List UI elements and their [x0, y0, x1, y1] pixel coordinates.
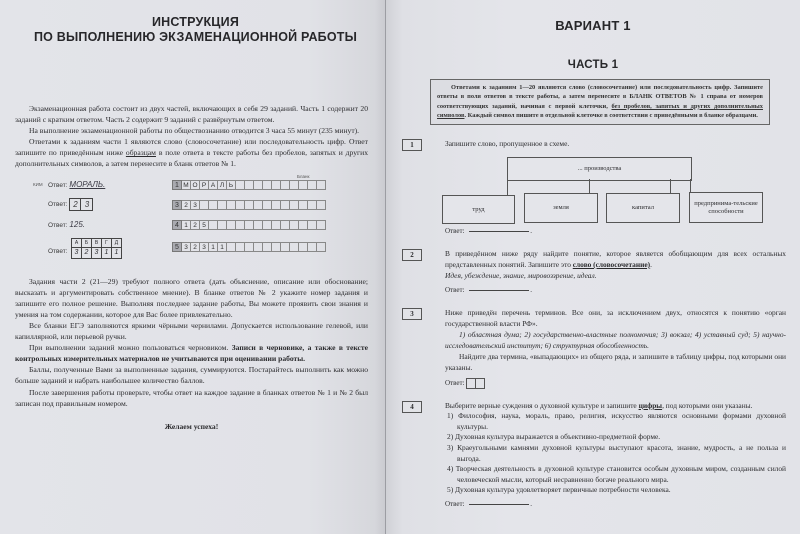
text: Ответами к заданиям 1—20 являются слово (словосочетание) или последовательность цифр. Запишите ответы в поля ответов в тексте работы, а затем перенесите в БЛАНК ОТВЕТОВ № 1 справа от номеров соответствующих заданий, начиная с первой клеточки,: [437, 84, 763, 110]
part-title: ЧАСТЬ 1: [567, 59, 619, 71]
task-terms: 1) областная дума; 2) государственно-властные полномочия; 3) вокзал; 4) уставный суд; 5) научно-исследовательский институт; 6) структурная обособленность.: [445, 330, 786, 350]
connector: [507, 179, 508, 195]
variant-page: [386, 0, 800, 534]
blank-cell: 2: [191, 220, 200, 230]
answer-label: Ответ:: [445, 378, 465, 387]
instructions-box: [430, 79, 770, 125]
blank-cell: [281, 242, 290, 252]
answer-label: Ответ:: [48, 200, 68, 208]
blank-cell: [227, 200, 236, 210]
blank-cell: [272, 220, 281, 230]
task-question: Ниже приведён перечень терминов. Все они, за исключением двух, относятся к понятию «орган государственной власти РФ».: [445, 308, 786, 328]
blank-cell: [245, 180, 254, 190]
instructions-title: [15, 15, 368, 45]
blank-cell: [218, 220, 227, 230]
answer-label: Ответ:: [445, 286, 465, 294]
blank-cell: [299, 220, 308, 230]
option-2: 2) Духовная культура выражается в объективно-предметной форме.: [447, 432, 661, 442]
text: При выполнении заданий можно пользоваться черновиком.: [29, 343, 232, 353]
option-5: 5) Духовная культура удовлетворяет первичные потребности человека.: [447, 485, 671, 495]
table-value: 1: [102, 247, 112, 258]
task-1: [400, 139, 786, 236]
blank-task-number: 1: [172, 180, 182, 190]
text: .: [650, 259, 652, 269]
blank-cell: [236, 242, 245, 252]
blank-cell: [308, 200, 317, 210]
bold-text: Записи в черновике, а также в тексте контрольных измерительных материалов не учитываются при оценивании работы.: [15, 343, 368, 364]
task-question: [445, 401, 786, 412]
blank-cell: [272, 242, 281, 252]
answer-cell: 3: [84, 199, 90, 209]
underlined-text: без пробелов, запятых и других дополнительных символов: [437, 102, 763, 120]
title-line-1: ИНСТРУКЦИЯ: [151, 15, 240, 29]
connector: [670, 179, 671, 193]
sample-2-answer: [48, 198, 93, 211]
scheme-item-land: земля: [524, 193, 598, 223]
blank-cell: 2: [191, 242, 200, 252]
scheme-diagram: [442, 155, 762, 221]
blank-cell: [245, 220, 254, 230]
variant-title: ВАРИАНТ 1: [555, 18, 631, 33]
task-number: 3: [402, 308, 422, 320]
blank-cell: [254, 242, 263, 252]
text: В приведённом ниже ряду найдите понятие, которое является обобщающим для всех остальных представленных понятий. Запишите это: [445, 249, 786, 269]
connector: [690, 179, 691, 192]
blank-cell: [227, 220, 236, 230]
sample-4-answer-label: Ответ:: [48, 247, 68, 255]
task-terms: Идея, убеждение, знание, мировоззрение, идеал.: [445, 271, 597, 281]
option-4: 4) Творческая деятельность в духовной культуре становится особым духовным миром, созданным силой человеческой мысли, который несравненно богаче реального мира.: [447, 464, 786, 484]
table-value: 3: [92, 247, 102, 258]
handwritten-answer: МОРАЛЬ.: [69, 179, 106, 189]
scheme-item-labor: труд: [442, 195, 515, 224]
sample-1-answer: [48, 180, 105, 189]
blank-cell: [272, 200, 281, 210]
blank-cell: [290, 200, 299, 210]
blank-cell: [317, 200, 326, 210]
answer-cell[interactable]: [466, 378, 476, 389]
blank-cell: [299, 242, 308, 252]
blank-cell: [218, 200, 227, 210]
blank-cell: [263, 200, 272, 210]
task-4: [400, 401, 786, 508]
text: в поле ответа в тексте работы без пробелов, запятых и других дополнительных символов, а затем перенесите в бланк ответов № 1.: [15, 148, 368, 169]
answer-cells: [69, 198, 93, 211]
para-duration: На выполнение экзаменационной работы по обществознанию отводится 3 часа 55 минут (235 минут).: [29, 126, 360, 136]
blank-cell: Р: [200, 180, 209, 190]
task-number: 4: [402, 401, 422, 413]
task-instruction: Найдите два термина, «выпадающих» из общего ряда, и запишите в таблицу цифры, под которыми они указаны.: [445, 352, 786, 372]
para-points: Баллы, полученные Вами за выполненные задания, суммируются. Постарайтесь выполнить как можно больше заданий и набрать наибольшее количество баллов.: [15, 365, 368, 386]
blank-cell: [263, 220, 272, 230]
para-draft: [15, 342, 368, 364]
blank-cell: [308, 180, 317, 190]
option-3: 3) Краеугольными камнями духовной культуры выступают красота, знание, мудрость, а не польза и выгода.: [447, 442, 786, 463]
underlined-text: слово (словосочетание): [572, 259, 651, 269]
sample-2-blank: [172, 200, 326, 210]
blank-cell: О: [191, 180, 200, 190]
task-1-answer: Ответ: .: [445, 227, 532, 236]
table-header: Г: [102, 238, 112, 247]
text: Выберите верные суждения о духовной культуре и запишите: [445, 400, 639, 410]
blank-cell: [299, 200, 308, 210]
instructions-page: [0, 0, 386, 534]
answer-cell: 2: [70, 199, 81, 210]
table-header: В: [92, 238, 102, 247]
blank-cell: [236, 200, 245, 210]
sample-4-blank: [172, 242, 326, 252]
para-ink: Все бланки ЕГЭ заполняются яркими чёрными чернилами. Допускается использование гелевой, или капиллярной, или перьевой ручки.: [15, 320, 368, 342]
table-header: Б: [82, 238, 92, 247]
blank-cell: [263, 242, 272, 252]
task-number: 2: [402, 249, 422, 261]
blank-cell: [308, 220, 317, 230]
sample-1-blank: [172, 180, 326, 190]
blank-cell: [308, 242, 317, 252]
blank-cell: 3: [191, 200, 200, 210]
instructions-box-text: [437, 83, 763, 121]
blank-cell: [227, 242, 236, 252]
task-2: [400, 249, 786, 294]
answer-line[interactable]: [469, 231, 529, 232]
blank-cell: 3: [200, 242, 209, 252]
title-line-2: ПО ВЫПОЛНЕНИЮ ЭКЗАМЕНАЦИОННОЙ РАБОТЫ: [33, 30, 358, 44]
blank-cell: [254, 220, 263, 230]
blank-cell: М: [182, 180, 191, 190]
scheme-item-entrepreneurship: предпринима-тельские способности: [689, 192, 763, 223]
blank-cell: [281, 220, 290, 230]
blank-cell: [254, 180, 263, 190]
blank-cell: [317, 220, 326, 230]
answer-line[interactable]: [469, 290, 529, 291]
para-structure: Экзаменационная работа состоит из двух частей, включающих в себя 29 заданий. Часть 1 содержит 20 заданий с кратким ответом. Часть 2 содержит 9 заданий с развёрнутым ответом.: [15, 104, 368, 125]
blank-cell: [281, 180, 290, 190]
answer-cell[interactable]: [476, 378, 485, 389]
blank-cell: 1: [218, 242, 227, 252]
scheme-top-box: ... производства: [507, 157, 692, 181]
blank-cell: [236, 180, 245, 190]
closing-wish: Желаем успеха!: [164, 421, 219, 431]
label-kim: КИМ: [33, 181, 43, 187]
blank-cell: [290, 242, 299, 252]
para-check: После завершения работы проверьте, чтобы ответ на каждое задание в бланках ответов № 1 и № 2 был записан под правильным номером.: [15, 387, 368, 408]
blank-cell: [236, 220, 245, 230]
blank-cell: [263, 180, 272, 190]
blank-cell: А: [209, 180, 218, 190]
text: , под которыми они указаны.: [662, 400, 753, 410]
task-question: Запишите слово, пропущенное в схеме.: [445, 138, 570, 148]
task-4-answer: Ответ: .: [445, 499, 532, 508]
handwritten-answer: 125.: [69, 219, 85, 229]
underlined-text: цифры: [638, 400, 663, 410]
blank-cell: [299, 180, 308, 190]
task-3: [400, 308, 786, 389]
blank-cell: [272, 180, 281, 190]
answer-label: Ответ:: [445, 499, 465, 508]
blank-cell: 1: [182, 220, 191, 230]
table-value: 2: [82, 247, 92, 258]
blank-cell: [317, 180, 326, 190]
blank-cell: [209, 200, 218, 210]
text: Ответами к заданиям части 1 являются слово (словосочетание) или последовательность цифр. Ответ запишите по приведённым ниже: [15, 137, 368, 158]
blank-cell: 3: [182, 242, 191, 252]
answer-label: Ответ:: [48, 221, 68, 229]
blank-cell: [281, 200, 290, 210]
task-2-answer: Ответ: .: [445, 286, 532, 294]
option-1: 1) Философия, наука, мораль, право, религия, искусство являются основными формами духовной культуры.: [447, 411, 786, 431]
blank-cell: Л: [218, 180, 227, 190]
answer-samples: [15, 173, 368, 262]
sample-4-table: [71, 238, 122, 259]
table-header: Д: [112, 238, 122, 247]
blank-cell: [200, 200, 209, 210]
sample-3-blank: [172, 220, 326, 230]
answer-line[interactable]: [469, 504, 529, 505]
blank-cell: [245, 242, 254, 252]
blank-cell: [245, 200, 254, 210]
blank-cell: 2: [182, 200, 191, 210]
table-header: А: [72, 238, 82, 247]
blank-cell: [317, 242, 326, 252]
sample-3-answer: [48, 220, 85, 229]
blank-task-number: 3: [172, 200, 182, 210]
label-blank: Бланк: [297, 173, 310, 179]
blank-cell: 1: [209, 242, 218, 252]
task-question: [400, 249, 786, 270]
connector: [589, 179, 590, 193]
para-part1-answers: [15, 136, 368, 169]
text: . Каждый символ пишите в отдельной клеточке в соответствии с приведёнными в бланке образцами.: [464, 112, 758, 120]
blank-task-number: 5: [172, 242, 182, 252]
para-part2: Задания части 2 (21—29) требуют полного ответа (дать объяснение, описание или обоснование; высказать и аргументировать собственное мнение). В бланке ответов № 2 укажите номер задания и запишите его полное решение. Выполняя последнее задание работы, Вы можете проявить свои знания и умения на том содержании, которое для Вас более привлекательно.: [15, 276, 368, 319]
answer-label: Ответ:: [445, 227, 465, 236]
task-number: 1: [402, 139, 422, 151]
blank-cell: [254, 200, 263, 210]
blank-cell: [209, 220, 218, 230]
task-3-answer: [445, 378, 786, 389]
answer-label: Ответ:: [48, 181, 68, 189]
blank-cell: [290, 180, 299, 190]
blank-cell: 5: [200, 220, 209, 230]
blank-cell: Ь: [227, 180, 236, 190]
scheme-item-capital: капитал: [606, 193, 680, 223]
table-value: 1: [112, 247, 122, 258]
blank-task-number: 4: [172, 220, 182, 230]
table-value: 3: [72, 247, 82, 258]
blank-cell: [290, 220, 299, 230]
underlined-text: образцам: [125, 148, 156, 158]
